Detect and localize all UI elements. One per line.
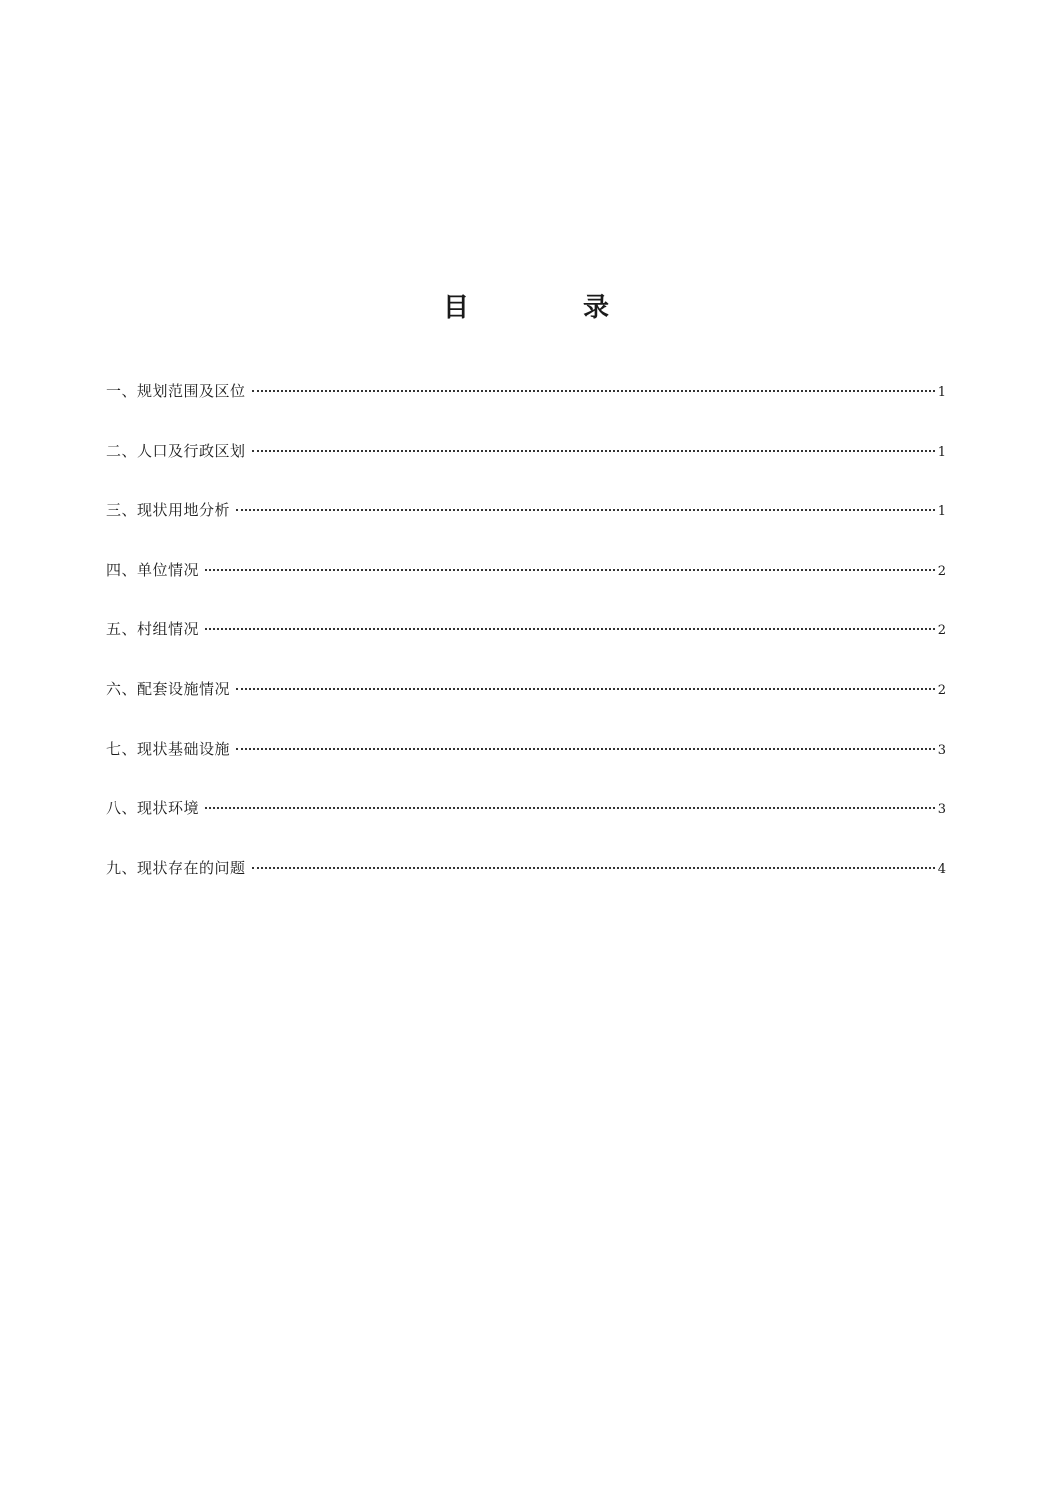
toc-page-number: 3 bbox=[937, 802, 946, 818]
toc-entry[interactable] bbox=[106, 493, 946, 553]
toc-dot-leader bbox=[252, 430, 935, 452]
toc-entry-text: 七、现状基础设施 bbox=[106, 739, 231, 758]
toc-list bbox=[106, 374, 946, 910]
toc-dot-leader bbox=[205, 608, 935, 630]
toc-title: 目 录 bbox=[442, 293, 653, 323]
toc-dot-leader bbox=[205, 787, 935, 809]
toc-dot-leader bbox=[236, 668, 935, 690]
toc-entry[interactable] bbox=[106, 434, 946, 494]
toc-dot-leader bbox=[205, 549, 935, 571]
toc-entry-text: 六、配套设施情况 bbox=[106, 679, 231, 698]
toc-entry[interactable] bbox=[106, 851, 946, 911]
toc-entry-text: 八、现状环境 bbox=[106, 799, 200, 818]
toc-entry[interactable] bbox=[106, 732, 946, 792]
toc-dot-leader bbox=[252, 370, 935, 392]
toc-dot-leader bbox=[236, 489, 935, 511]
toc-entry[interactable] bbox=[106, 553, 946, 613]
toc-page-number: 1 bbox=[937, 444, 946, 460]
toc-dot-leader bbox=[252, 847, 935, 869]
toc-page-number: 1 bbox=[937, 385, 946, 400]
toc-entry-text: 三、现状用地分析 bbox=[106, 501, 231, 520]
toc-entry-text: 一、规划范围及区位 bbox=[106, 382, 246, 400]
toc-page-number: 2 bbox=[937, 682, 946, 698]
toc-entry-text: 九、现状存在的问题 bbox=[106, 858, 246, 877]
toc-page-number: 4 bbox=[937, 861, 946, 877]
toc-page-number: 1 bbox=[937, 504, 946, 520]
toc-entry-text: 四、单位情况 bbox=[106, 560, 200, 579]
toc-page-number: 3 bbox=[937, 742, 946, 758]
toc-entry[interactable] bbox=[106, 612, 946, 672]
toc-entry-text: 五、村组情况 bbox=[106, 620, 200, 639]
toc-entry[interactable] bbox=[106, 374, 946, 434]
toc-entry[interactable] bbox=[106, 672, 946, 732]
toc-dot-leader bbox=[236, 728, 935, 750]
toc-page-number: 2 bbox=[937, 623, 946, 639]
toc-page-number: 2 bbox=[937, 563, 946, 579]
toc-entry-text: 二、人口及行政区划 bbox=[106, 441, 246, 460]
toc-entry[interactable] bbox=[106, 791, 946, 851]
